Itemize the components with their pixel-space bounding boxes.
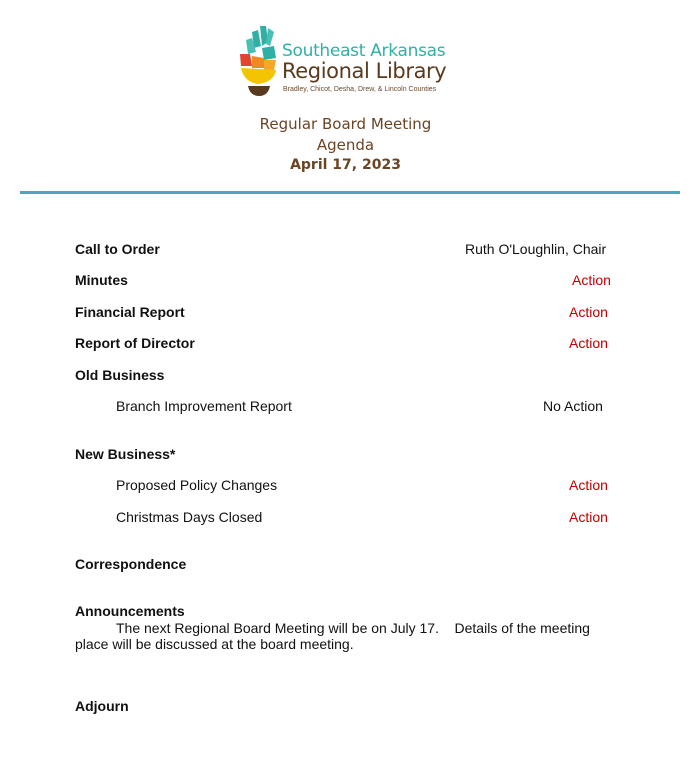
agenda-sublabel: Branch Improvement Report <box>116 398 292 414</box>
agenda-presenter: Ruth O'Loughlin, Chair <box>465 241 607 257</box>
action-status: Action <box>572 272 611 288</box>
agenda-heading: Agenda <box>316 136 375 154</box>
logo-title-line1: Southeast Arkansas <box>282 41 446 61</box>
agenda-label: Minutes <box>75 272 128 288</box>
header-divider <box>20 191 680 194</box>
agenda-label: Financial Report <box>75 304 185 320</box>
agenda-label: New Business* <box>75 446 176 462</box>
agenda-item-new-business <box>0 446 691 466</box>
agenda-label: Old Business <box>75 367 165 383</box>
agenda-item-old-business <box>0 367 691 387</box>
library-logo <box>238 24 458 100</box>
agenda-sublabel: Christmas Days Closed <box>116 509 263 525</box>
agenda-subitem-policy-changes <box>0 477 691 497</box>
agenda-label: Call to Order <box>75 241 160 257</box>
agenda-item-financial-report <box>0 304 691 324</box>
agenda-item-correspondence <box>0 556 691 576</box>
action-status: Action <box>569 304 608 320</box>
agenda-subitem-christmas-closed <box>0 509 691 529</box>
action-status: Action <box>569 477 608 493</box>
agenda-label: Announcements <box>75 603 185 619</box>
agenda-label: Adjourn <box>75 698 129 714</box>
announcement-text-line2: place will be discussed at the board meeting. <box>75 636 354 652</box>
tree-logo-icon <box>238 24 280 100</box>
agenda-item-adjourn <box>0 698 691 718</box>
agenda-sublabel: Proposed Policy Changes <box>116 477 278 493</box>
agenda-item-call-to-order <box>0 241 691 261</box>
meeting-title: Regular Board Meeting <box>259 115 432 133</box>
meeting-date: April 17, 2023 <box>290 157 401 173</box>
action-status: Action <box>569 335 608 351</box>
logo-counties: Bradley, Chicot, Desha, Drew, & Lincoln Counties <box>283 86 437 93</box>
agenda-subitem-branch-improvement <box>0 398 691 418</box>
action-status: No Action <box>543 398 603 414</box>
logo-title-line2: Regional Library <box>282 59 447 83</box>
agenda-label: Report of Director <box>75 335 195 351</box>
action-status: Action <box>569 509 608 525</box>
agenda-item-report-of-director <box>0 335 691 355</box>
announcement-text-line1: The next Regional Board Meeting will be on July 17. Details of the meeting <box>116 620 590 636</box>
agenda-label: Correspondence <box>75 556 187 572</box>
agenda-item-minutes <box>0 272 691 292</box>
